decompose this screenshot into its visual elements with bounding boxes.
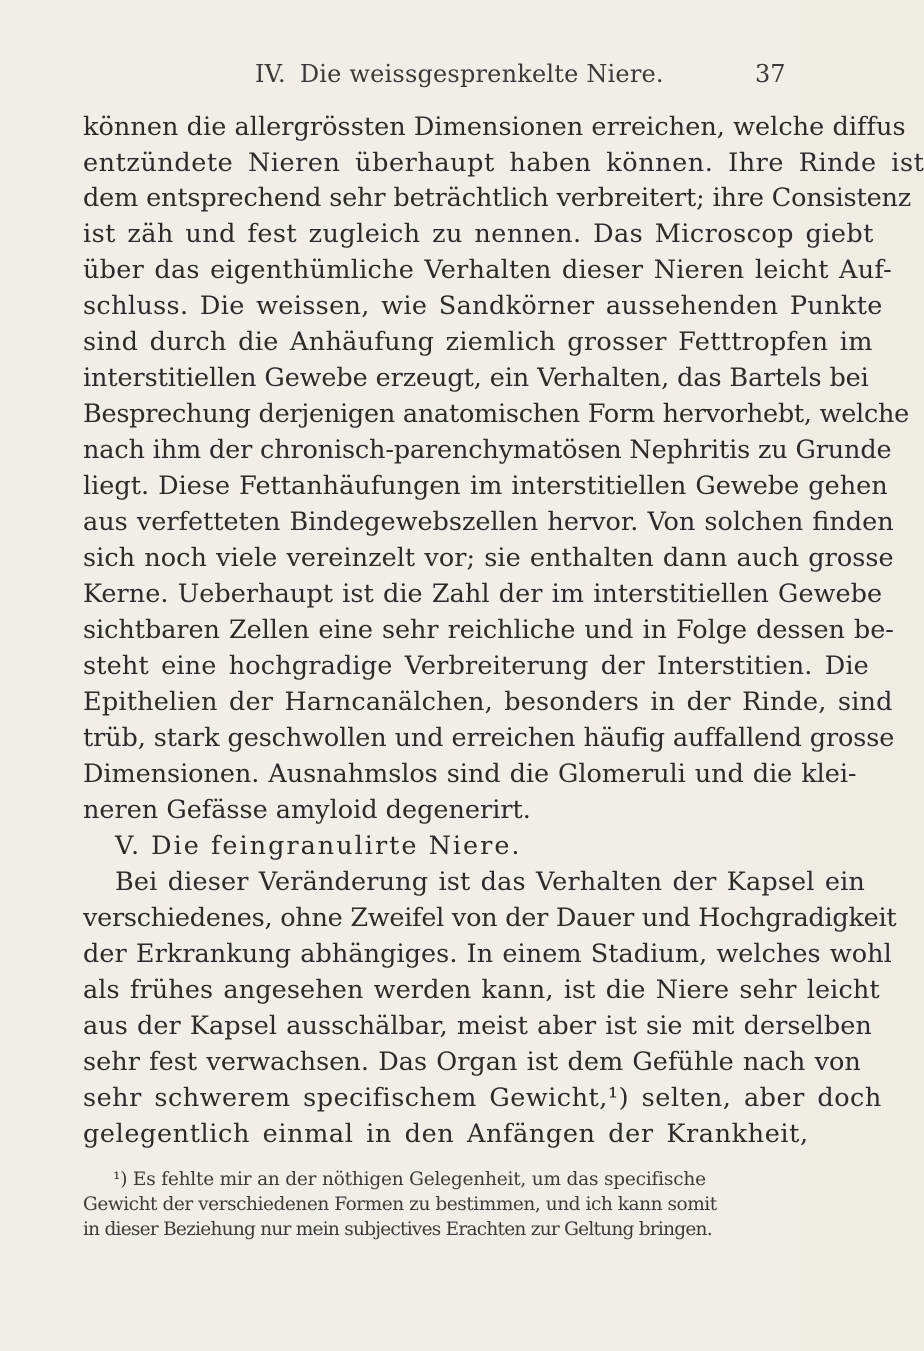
text-line: als frühes angesehen werden kann, ist die Niere sehr leicht (83, 975, 880, 1005)
text-line: sich noch viele vereinzelt vor; sie enthalten dann auch grosse (83, 543, 894, 573)
footnote-line: ¹) Es fehlte mir an der nöthigen Gelegenheit, um das specifische (113, 1169, 706, 1190)
text-line: nach ihm der chronisch-parenchymatösen Nephritis zu Grunde (83, 435, 892, 465)
text-line: sehr fest verwachsen. Das Organ ist dem Gefühle nach von (83, 1047, 861, 1077)
section-heading: V. Die feingranulirte Niere. (115, 831, 522, 861)
page-number: 37 (755, 60, 786, 88)
text-line: schluss. Die weissen, wie Sandkörner aussehenden Punkte (83, 291, 883, 321)
text-line: interstitiellen Gewebe erzeugt, ein Verhalten, das Bartels bei (83, 363, 869, 393)
text-line: Kerne. Ueberhaupt ist die Zahl der im interstitiellen Gewebe (83, 579, 883, 609)
text-line: Besprechung derjenigen anatomischen Form hervorhebt, welche (83, 399, 909, 429)
text-line: der Erkrankung abhängiges. In einem Stadium, welches wohl (83, 939, 892, 969)
text-line: Bei dieser Veränderung ist das Verhalten der Kapsel ein (115, 867, 865, 897)
text-line: Dimensionen. Ausnahmslos sind die Glomeruli und die klei- (83, 759, 857, 789)
running-head-section-number: IV. (255, 60, 286, 88)
text-line: über das eigenthümliche Verhalten dieser Nieren leicht Auf- (83, 255, 893, 285)
footnote-line: in dieser Beziehung nur mein subjectives Erachten zur Geltung bringen. (83, 1219, 712, 1240)
text-line: entzündete Nieren überhaupt haben können. Ihre Rinde ist (83, 148, 924, 178)
text-line: steht eine hochgradige Verbreiterung der Interstitien. Die (83, 651, 869, 681)
text-line: können die allergrössten Dimensionen erreichen, welche diffus (83, 112, 906, 142)
text-line: trüb, stark geschwollen und erreichen häufig auffallend grosse (83, 723, 895, 753)
footnote-line: Gewicht der verschiedenen Formen zu bestimmen, und ich kann somit (83, 1194, 717, 1215)
text-line: ist zäh und fest zugleich zu nennen. Das Microscop giebt (83, 219, 874, 249)
text-line: gelegentlich einmal in den Anfängen der Krankheit, (83, 1119, 809, 1149)
text-line: Epithelien der Harncanälchen, besonders in der Rinde, sind (83, 687, 893, 717)
text-line: neren Gefässe amyloid degenerirt. (83, 795, 531, 825)
text-line: aus verfetteten Bindegewebszellen hervor. Von solchen finden (83, 507, 894, 537)
running-head (255, 60, 664, 88)
text-line: sehr schwerem specifischem Gewicht,¹) selten, aber doch (83, 1083, 882, 1113)
text-line: sind durch die Anhäufung ziemlich grosser Fetttropfen im (83, 327, 873, 357)
text-line: aus der Kapsel ausschälbar, meist aber ist sie mit derselben (83, 1011, 872, 1041)
running-head-title: Die weissgesprenkelte Niere. (299, 60, 664, 88)
text-line: liegt. Diese Fettanhäufungen im interstitiellen Gewebe gehen (83, 471, 888, 501)
text-line: verschiedenes, ohne Zweifel von der Dauer und Hochgradigkeit (83, 903, 897, 933)
text-line: sichtbaren Zellen eine sehr reichliche und in Folge dessen be- (83, 615, 894, 645)
text-line: dem entsprechend sehr beträchtlich verbreitert; ihre Consistenz (83, 183, 912, 213)
